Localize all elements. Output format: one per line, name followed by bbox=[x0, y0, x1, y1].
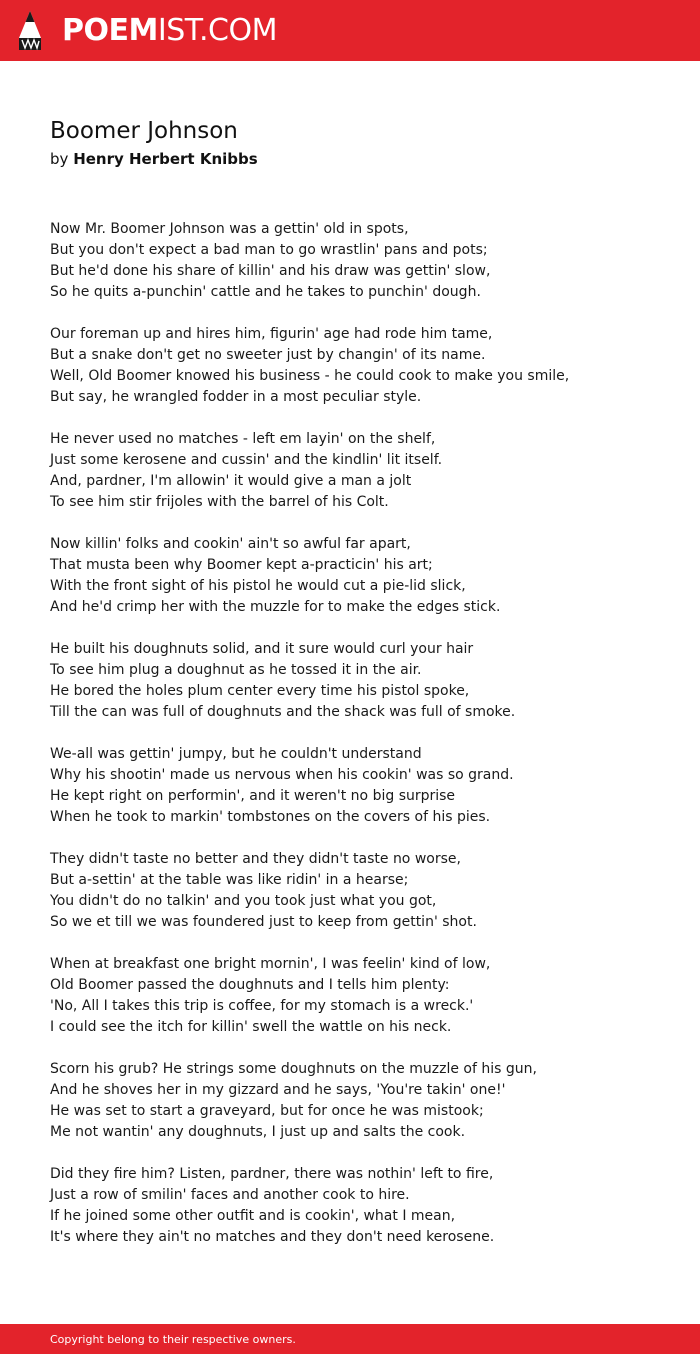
poem-line: When at breakfast one bright mornin', I was feelin' kind of low, bbox=[50, 956, 491, 972]
poem-line: So we et till we was foundered just to keep from gettin' shot. bbox=[50, 914, 477, 930]
by-label: by bbox=[50, 150, 69, 168]
poem-line: Just some kerosene and cussin' and the kindlin' lit itself. bbox=[50, 452, 443, 468]
poem-line: Just a row of smilin' faces and another cook to hire. bbox=[50, 1187, 410, 1203]
poem-line: Did they fire him? Listen, pardner, there was nothin' left to fire, bbox=[50, 1166, 494, 1182]
stanza bbox=[50, 1059, 670, 1143]
poem-title: Boomer Johnson bbox=[50, 118, 238, 144]
poem-line: He built his doughnuts solid, and it sure would curl your hair bbox=[50, 641, 474, 657]
poem-line: But you don't expect a bad man to go wrastlin' pans and pots; bbox=[50, 242, 488, 258]
stanza bbox=[50, 429, 670, 513]
poem-body bbox=[50, 219, 670, 1269]
stanza bbox=[50, 639, 670, 723]
poem-line: But say, he wrangled fodder in a most peculiar style. bbox=[50, 389, 422, 405]
stanza bbox=[50, 1164, 670, 1248]
poem-line: If he joined some other outfit and is cookin', what I mean, bbox=[50, 1208, 456, 1224]
poem-line: Now killin' folks and cookin' ain't so awful far apart, bbox=[50, 536, 411, 552]
poem-line: That musta been why Boomer kept a-practicin' his art; bbox=[50, 557, 433, 573]
byline bbox=[50, 149, 258, 169]
poem-line: Now Mr. Boomer Johnson was a gettin' old in spots, bbox=[50, 221, 409, 237]
stanza bbox=[50, 849, 670, 933]
poem-line: He was set to start a graveyard, but for once he was mistook; bbox=[50, 1103, 484, 1119]
stanza bbox=[50, 534, 670, 618]
poem-line: To see him plug a doughnut as he tossed it in the air. bbox=[50, 662, 422, 678]
site-header bbox=[0, 0, 700, 61]
poem-line: Till the can was full of doughnuts and the shack was full of smoke. bbox=[50, 704, 516, 720]
stanza bbox=[50, 324, 670, 408]
poem-line: Our foreman up and hires him, figurin' age had rode him tame, bbox=[50, 326, 493, 342]
poem-line: He kept right on performin', and it weren't no big surprise bbox=[50, 788, 456, 804]
poem-line: I could see the itch for killin' swell the wattle on his neck. bbox=[50, 1019, 452, 1035]
poem-line: 'No, All I takes this trip is coffee, for my stomach is a wreck.' bbox=[50, 998, 474, 1014]
stanza bbox=[50, 744, 670, 828]
poem-line: Scorn his grub? He strings some doughnuts on the muzzle of his gun, bbox=[50, 1061, 537, 1077]
poem-line: We-all was gettin' jumpy, but he couldn't understand bbox=[50, 746, 422, 762]
logo-light-text: IST.COM bbox=[157, 13, 277, 48]
poem-line: You didn't do no talkin' and you took just what you got, bbox=[50, 893, 437, 909]
poem-line: He bored the holes plum center every time his pistol spoke, bbox=[50, 683, 470, 699]
poem-line: With the front sight of his pistol he would cut a pie-lid slick, bbox=[50, 578, 466, 594]
poem-line: Why his shootin' made us nervous when his cookin' was so grand. bbox=[50, 767, 514, 783]
poem-line: It's where they ain't no matches and they don't need kerosene. bbox=[50, 1229, 495, 1245]
poem-line: And he'd crimp her with the muzzle for to make the edges stick. bbox=[50, 599, 501, 615]
poem-line: And he shoves her in my gizzard and he says, 'You're takin' one!' bbox=[50, 1082, 506, 1098]
copyright-notice: Copyright belong to their respective owners. bbox=[50, 1333, 296, 1346]
poem-line: But he'd done his share of killin' and his draw was gettin' slow, bbox=[50, 263, 491, 279]
stanza bbox=[50, 954, 670, 1038]
logo-bold-text: POEM bbox=[62, 13, 158, 48]
poem-line: To see him stir frijoles with the barrel of his Colt. bbox=[50, 494, 389, 510]
poem-line: He never used no matches - left em layin' on the shelf, bbox=[50, 431, 436, 447]
poem-line: They didn't taste no better and they didn't taste no worse, bbox=[50, 851, 461, 867]
poem-line: But a snake don't get no sweeter just by changin' of its name. bbox=[50, 347, 486, 363]
poem-line: Old Boomer passed the doughnuts and I tells him plenty: bbox=[50, 977, 450, 993]
author-name: Henry Herbert Knibbs bbox=[73, 150, 258, 168]
poem-line: And, pardner, I'm allowin' it would give a man a jolt bbox=[50, 473, 412, 489]
poem-line: When he took to markin' tombstones on the covers of his pies. bbox=[50, 809, 491, 825]
poem-line: So he quits a-punchin' cattle and he takes to punchin' dough. bbox=[50, 284, 481, 300]
poem-line: Me not wantin' any doughnuts, I just up and salts the cook. bbox=[50, 1124, 466, 1140]
site-logo[interactable] bbox=[62, 11, 277, 51]
site-footer bbox=[0, 1324, 700, 1354]
poem-line: Well, Old Boomer knowed his business - he could cook to make you smile, bbox=[50, 368, 570, 384]
poem-line: But a-settin' at the table was like ridin' in a hearse; bbox=[50, 872, 409, 888]
pencil-tip-icon bbox=[18, 10, 42, 51]
stanza bbox=[50, 219, 670, 303]
